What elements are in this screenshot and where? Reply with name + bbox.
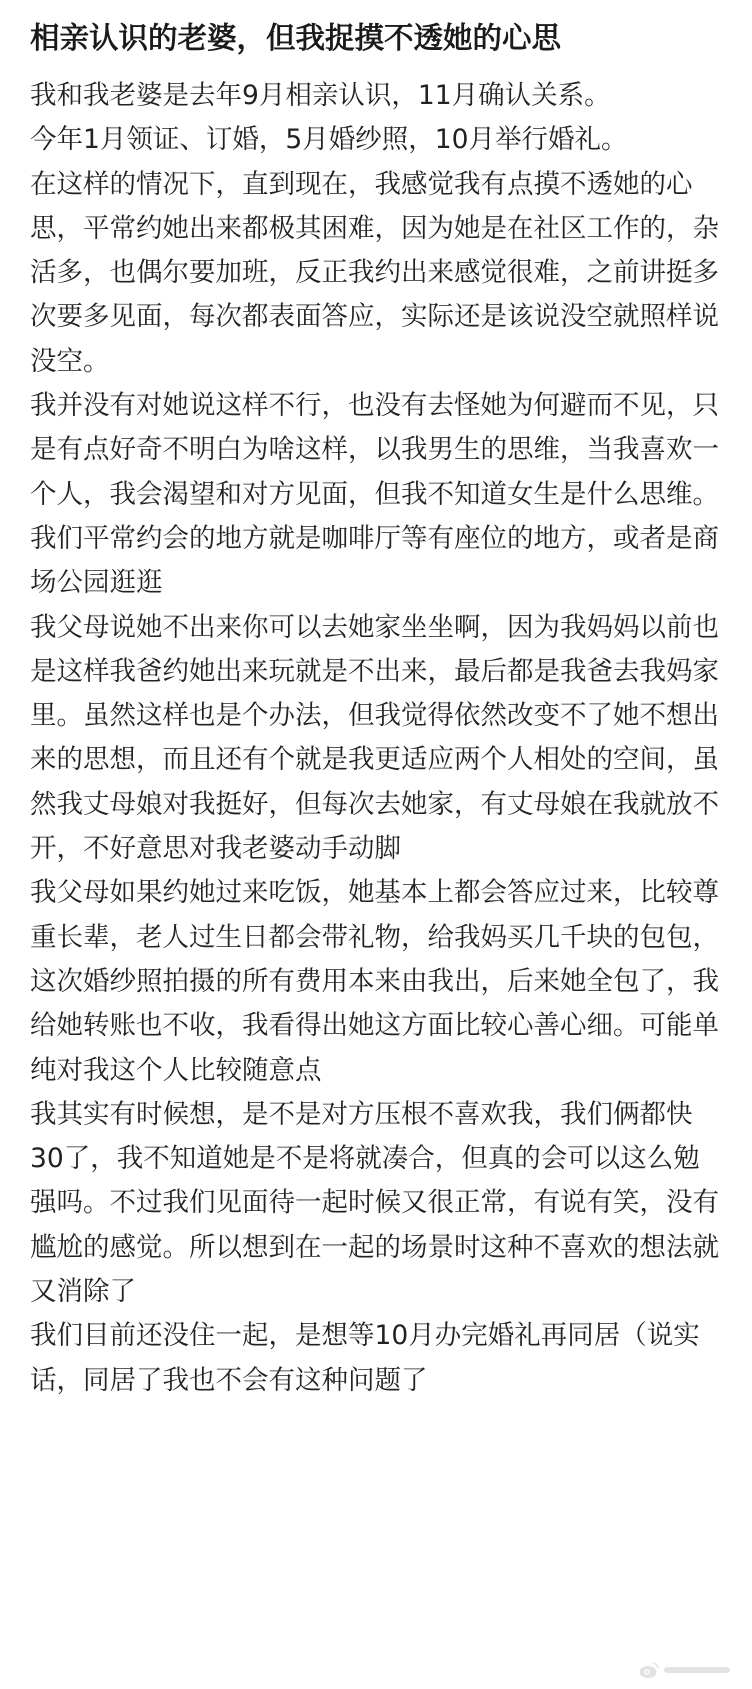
post-paragraph: 我父母如果约她过来吃饭，她基本上都会答应过来，比较尊重长辈，老人过生日都会带礼物，给我妈买几千块的包包，这次婚纱照拍摄的所有费用本来由我出，后来她全包了，我给她转账也不收，我看得出她这方面比较心善心细。可能单纯对我这个人比较随意点 [30, 877, 719, 1086]
post-paragraph: 我其实有时候想，是不是对方压根不喜欢我，我们俩都快30了，我不知道她是不是将就凑合，但真的会可以这么勉强吗。不过我们见面待一起时候又很正常，有说有笑，没有尴尬的感觉。所以想到在一起的场景时这种不喜欢的想法就又消除了 [30, 1098, 719, 1308]
post-paragraph: 在这样的情况下，直到现在，我感觉我有点摸不透她的心思，平常约她出来都极其困难，因为她是在社区工作的，杂活多，也偶尔要加班，反正我约出来感觉很难，之前讲挺多次要多见面，每次都表面答应，实际还是该说没空就照样说没空。 [30, 168, 719, 377]
post-paragraph: 我并没有对她说这样不行，也没有去怪她为何避而不见，只是有点好奇不明白为啥这样，以我男生的思维，当我喜欢一个人，我会渴望和对方见面，但我不知道女生是什么思维。我们平常约会的地方就是咖啡厅等有座位的地方，或者是商场公园逛逛 [30, 390, 719, 599]
post-title: 相亲认识的老婆，但我捉摸不透她的心思 [30, 21, 562, 55]
post-paragraph: 今年1月领证、订婚，5月婚纱照，10月举行婚礼。 [30, 124, 628, 156]
watermark [638, 1659, 734, 1681]
post-paragraph: 我和我老婆是去年9月相亲认识，11月确认关系。 [30, 80, 611, 111]
weibo-logo-icon [638, 1660, 734, 1680]
post-paragraph: 我父母说她不出来你可以去她家坐坐啊，因为我妈妈以前也是这样我爸约她出来玩就是不出来，最后都是我爸去我妈家里。虽然这样也是个办法，但我觉得依然改变不了她不想出来的思想，而且还有个就是我更适应两个人相处的空间，虽然我丈母娘对我挺好，但每次去她家，有丈母娘在我就放不开，不好意思对我老婆动手动脚 [30, 611, 719, 865]
post-body [30, 74, 722, 1403]
post-paragraph: 我们目前还没住一起，是想等10月办完婚礼再同居（说实话，同居了我也不会有这种问题了 [30, 1320, 700, 1396]
